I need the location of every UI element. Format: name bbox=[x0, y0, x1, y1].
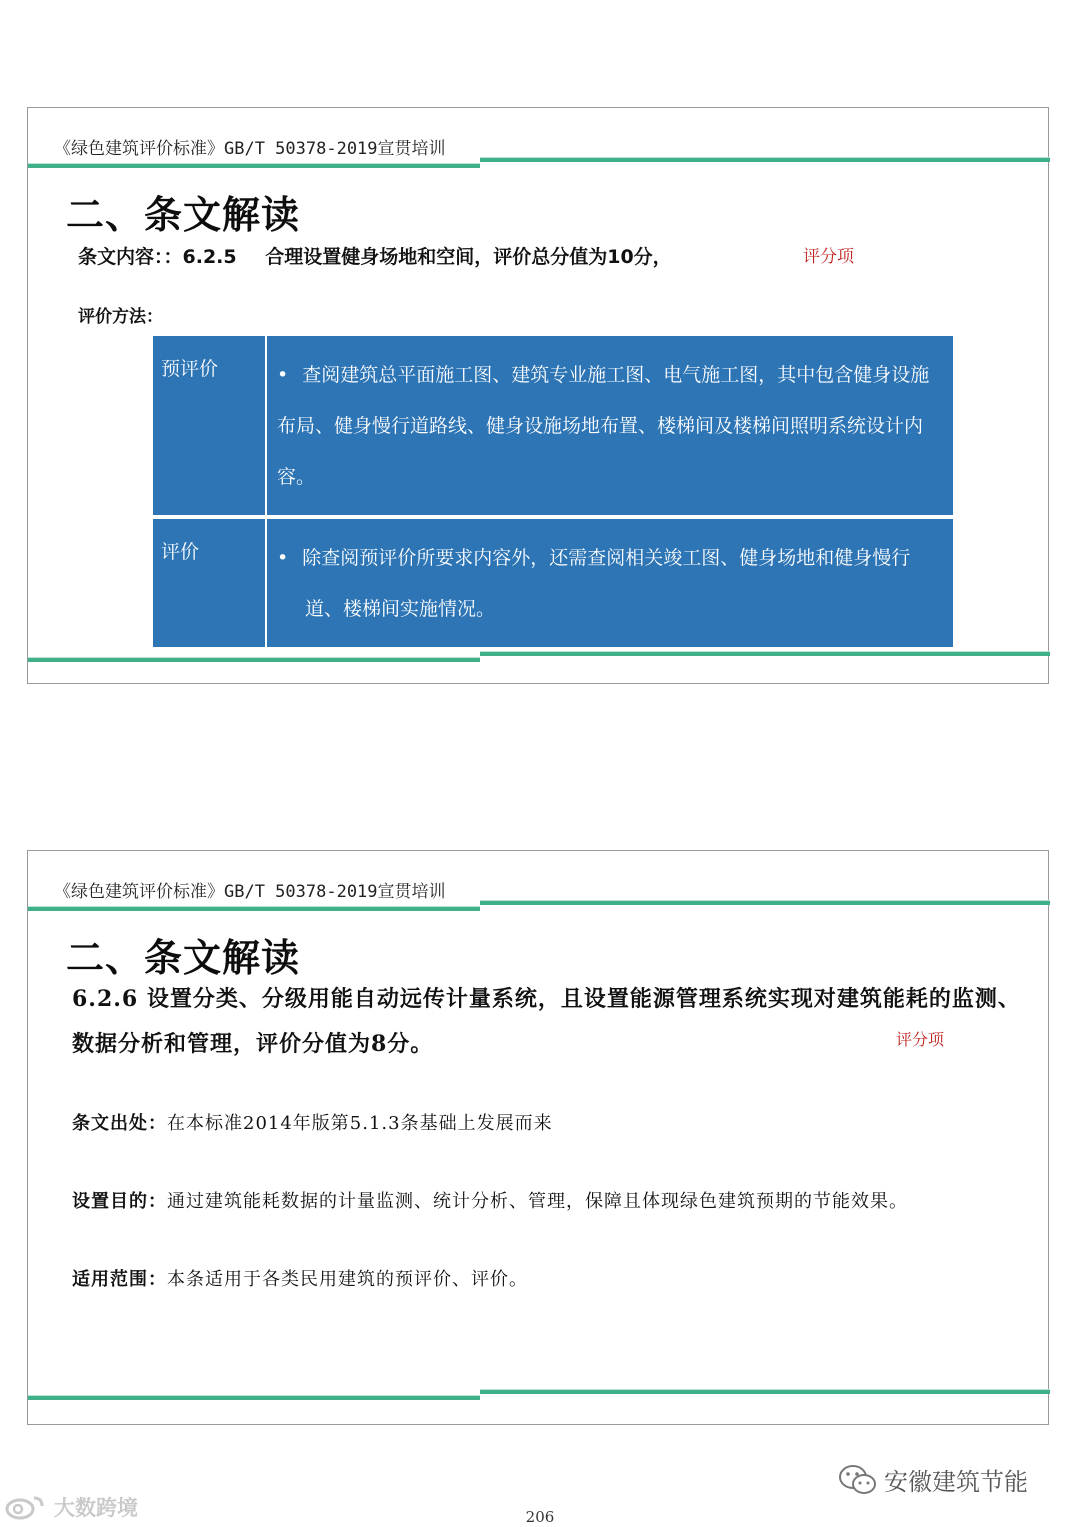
scope-text: 本条适用于各类民用建筑的预评价、评价。 bbox=[167, 1269, 528, 1290]
wechat-account-name: 安徽建筑节能 bbox=[884, 1468, 1028, 1496]
section-title: 二、条文解读 bbox=[66, 936, 301, 980]
row-value-text: 查阅建筑总平面施工图、建筑专业施工图、电气施工图，其中包含健身设施布局、健身慢行道路线、健身设施场地布置、楼梯间及楼梯间照明系统设计内容。 bbox=[277, 364, 930, 488]
purpose-label: 设置目的： bbox=[72, 1191, 167, 1212]
row-key: 预评价 bbox=[153, 336, 266, 517]
section-title: 二、条文解读 bbox=[66, 193, 301, 237]
wechat-icon bbox=[838, 1463, 878, 1497]
slide-6-2-5 bbox=[27, 107, 1049, 684]
clause-text: 合理设置健身场地和空间，评价总分值为10分， bbox=[265, 246, 672, 268]
table-row bbox=[153, 517, 953, 647]
header-divider-right bbox=[480, 157, 1050, 162]
header-divider-right bbox=[480, 900, 1050, 905]
source-paragraph bbox=[72, 1109, 553, 1135]
method-label: 评价方法： bbox=[78, 307, 163, 327]
footer-divider-right bbox=[480, 1389, 1050, 1394]
footer-divider-left bbox=[28, 1395, 480, 1400]
row-value-text: 除查阅预评价所要求内容外，还需查阅相关竣工图、健身场地和健身慢行道、楼梯间实施情况。 bbox=[302, 547, 911, 620]
bullet: • bbox=[277, 364, 289, 386]
row-value bbox=[266, 336, 953, 517]
clause-content bbox=[78, 242, 672, 269]
purpose-text: 通过建筑能耗数据的计量监测、统计分析、管理，保障且体现绿色建筑预期的节能效果。 bbox=[167, 1191, 908, 1212]
scope-label: 适用范围： bbox=[72, 1269, 167, 1290]
source-text: 在本标准2014年版第5.1.3条基础上发展而来 bbox=[167, 1113, 553, 1134]
scoring-tag: 评分项 bbox=[896, 1030, 945, 1049]
footer-divider-right bbox=[480, 651, 1050, 656]
clause-content: 6.2.6 设置分类、分级用能自动远传计量系统，且设置能源管理系统实现对建筑能耗的监测、数据分析和管理，评价分值为8分。 bbox=[72, 986, 1021, 1057]
header-divider-left bbox=[28, 163, 480, 168]
weibo-account-name: 大数跨境 bbox=[54, 1496, 138, 1520]
slide-6-2-6 bbox=[27, 850, 1049, 1425]
wechat-watermark bbox=[838, 1462, 1028, 1497]
bullet: • bbox=[277, 547, 289, 569]
row-value bbox=[266, 517, 953, 647]
scope-paragraph bbox=[72, 1265, 528, 1291]
footer-divider-left bbox=[28, 657, 480, 662]
row-key: 评价 bbox=[153, 517, 266, 647]
header-divider-left bbox=[28, 906, 480, 911]
slide-header: 《绿色建筑评价标准》GB/T 50378-2019宣贯培训 bbox=[54, 882, 446, 902]
table-row bbox=[153, 336, 953, 517]
page-number: 206 bbox=[525, 1508, 555, 1526]
source-label: 条文出处： bbox=[72, 1113, 167, 1134]
scoring-tag: 评分项 bbox=[803, 247, 854, 267]
clause-prefix: 条文内容：：6.2.5 bbox=[78, 246, 237, 268]
slide-header: 《绿色建筑评价标准》GB/T 50378-2019宣贯培训 bbox=[54, 139, 446, 159]
purpose-paragraph bbox=[72, 1187, 908, 1213]
evaluation-table bbox=[153, 336, 953, 647]
